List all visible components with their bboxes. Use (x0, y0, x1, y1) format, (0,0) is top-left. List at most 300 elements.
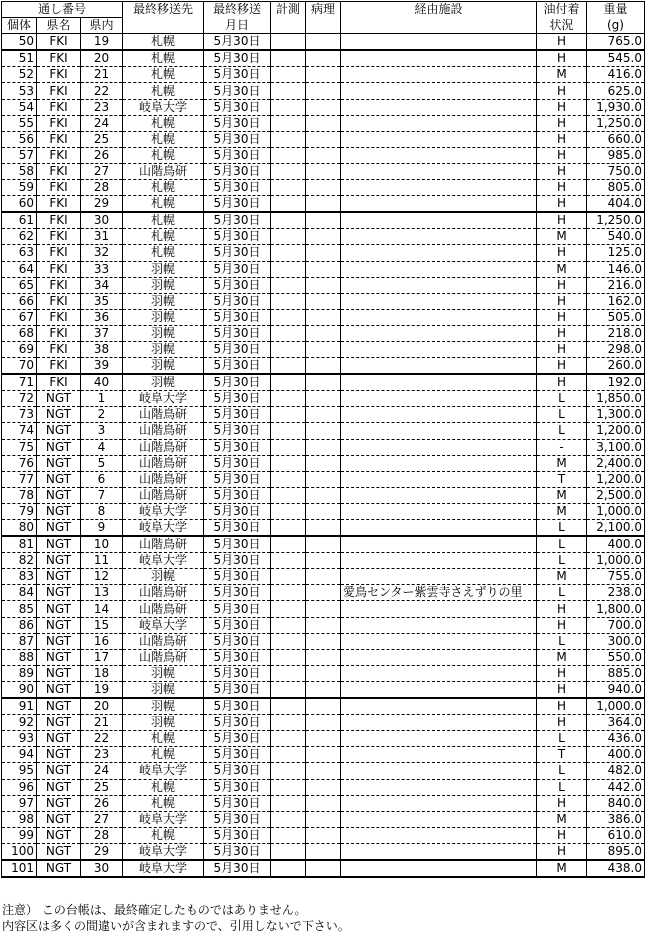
row-pathology (306, 536, 341, 553)
table-row (2, 245, 645, 261)
row-date: 5月30日 (204, 487, 271, 503)
row-in-pref: 20 (81, 698, 123, 715)
row-facility (341, 34, 537, 51)
row-prefecture: NGT (37, 779, 81, 795)
row-date: 5月30日 (204, 649, 271, 665)
row-date: 5月30日 (204, 407, 271, 423)
row-pathology (306, 649, 341, 665)
row-destination: 山階鳥研 (123, 633, 204, 649)
row-date: 5月30日 (204, 471, 271, 487)
row-individual: 51 (2, 50, 37, 67)
row-prefecture: NGT (37, 487, 81, 503)
row-prefecture: FKI (37, 34, 81, 51)
row-weight: 840.0 (587, 795, 645, 811)
row-individual: 87 (2, 633, 37, 649)
table-row (2, 374, 645, 391)
table-row (2, 536, 645, 553)
row-pathology (306, 50, 341, 67)
row-individual: 78 (2, 487, 37, 503)
row-pathology (306, 731, 341, 747)
table-row (2, 147, 645, 163)
row-measure (271, 34, 306, 51)
row-measure (271, 731, 306, 747)
row-prefecture: NGT (37, 860, 81, 877)
row-weight: 1,800.0 (587, 601, 645, 617)
row-destination: 札幌 (123, 50, 204, 67)
row-measure (271, 407, 306, 423)
row-destination: 岐阜大学 (123, 617, 204, 633)
header-oil: 油付着 (537, 2, 587, 18)
row-pathology (306, 860, 341, 877)
row-facility (341, 827, 537, 843)
row-facility (341, 115, 537, 131)
row-pathology (306, 147, 341, 163)
row-weight: 400.0 (587, 536, 645, 553)
table-row (2, 115, 645, 131)
row-weight: 416.0 (587, 67, 645, 83)
row-measure (271, 795, 306, 811)
row-weight: 238.0 (587, 585, 645, 601)
row-individual: 70 (2, 358, 37, 375)
row-date: 5月30日 (204, 617, 271, 633)
row-measure (271, 277, 306, 293)
table-row (2, 585, 645, 601)
header-destination: 最終移送先 (123, 2, 204, 18)
row-prefecture: NGT (37, 585, 81, 601)
row-pathology (306, 293, 341, 309)
row-facility (341, 520, 537, 537)
row-facility (341, 763, 537, 779)
row-measure (271, 439, 306, 455)
table-row (2, 439, 645, 455)
row-prefecture: FKI (37, 358, 81, 375)
row-oil-status: H (537, 115, 587, 131)
row-oil-status: H (537, 131, 587, 147)
row-weight: 146.0 (587, 261, 645, 277)
row-weight: 1,000.0 (587, 503, 645, 519)
row-date: 5月30日 (204, 67, 271, 83)
row-in-pref: 27 (81, 811, 123, 827)
row-prefecture: NGT (37, 681, 81, 698)
row-individual: 95 (2, 763, 37, 779)
row-individual: 88 (2, 649, 37, 665)
row-individual: 50 (2, 34, 37, 51)
table-row (2, 293, 645, 309)
row-destination: 札幌 (123, 245, 204, 261)
row-destination: 岐阜大学 (123, 503, 204, 519)
row-individual: 80 (2, 520, 37, 537)
row-measure (271, 455, 306, 471)
row-date: 5月30日 (204, 455, 271, 471)
row-individual: 98 (2, 811, 37, 827)
row-date: 5月30日 (204, 131, 271, 147)
row-measure (271, 633, 306, 649)
row-measure (271, 747, 306, 763)
row-in-pref: 22 (81, 83, 123, 99)
row-date: 5月30日 (204, 83, 271, 99)
row-oil-status: L (537, 553, 587, 569)
row-weight: 2,100.0 (587, 520, 645, 537)
row-destination: 札幌 (123, 34, 204, 51)
row-date: 5月30日 (204, 843, 271, 860)
row-individual: 89 (2, 665, 37, 681)
row-pathology (306, 747, 341, 763)
row-oil-status: H (537, 843, 587, 860)
row-measure (271, 358, 306, 375)
row-individual: 60 (2, 196, 37, 213)
row-individual: 82 (2, 553, 37, 569)
row-oil-status: H (537, 325, 587, 341)
row-measure (271, 131, 306, 147)
row-destination: 岐阜大学 (123, 763, 204, 779)
row-in-pref: 16 (81, 633, 123, 649)
row-prefecture: FKI (37, 180, 81, 196)
row-oil-status: M (537, 487, 587, 503)
row-facility (341, 180, 537, 196)
row-pathology (306, 439, 341, 455)
row-weight: 125.0 (587, 245, 645, 261)
row-pathology (306, 99, 341, 115)
row-pathology (306, 520, 341, 537)
row-date: 5月30日 (204, 196, 271, 213)
row-measure (271, 309, 306, 325)
row-in-pref: 12 (81, 569, 123, 585)
row-prefecture: FKI (37, 99, 81, 115)
row-prefecture: NGT (37, 423, 81, 439)
row-facility (341, 83, 537, 99)
row-in-pref: 3 (81, 423, 123, 439)
row-date: 5月30日 (204, 309, 271, 325)
row-destination: 札幌 (123, 731, 204, 747)
row-destination: 札幌 (123, 67, 204, 83)
row-measure (271, 503, 306, 519)
row-in-pref: 20 (81, 50, 123, 67)
row-facility (341, 471, 537, 487)
row-pathology (306, 196, 341, 213)
row-destination: 岐阜大学 (123, 811, 204, 827)
row-date: 5月30日 (204, 391, 271, 407)
row-destination: 山階鳥研 (123, 601, 204, 617)
row-individual: 86 (2, 617, 37, 633)
row-facility (341, 423, 537, 439)
row-prefecture: FKI (37, 83, 81, 99)
note-line: 内容区は多くの間違いが含まれますので、引用しないで下さい。 (2, 919, 350, 933)
row-weight: 260.0 (587, 358, 645, 375)
row-oil-status: T (537, 747, 587, 763)
row-destination: 羽幌 (123, 569, 204, 585)
table-row (2, 811, 645, 827)
table-row (2, 358, 645, 375)
row-pathology (306, 180, 341, 196)
row-measure (271, 520, 306, 537)
row-in-pref: 24 (81, 115, 123, 131)
row-individual: 83 (2, 569, 37, 585)
row-oil-status: H (537, 34, 587, 51)
row-prefecture: FKI (37, 67, 81, 83)
row-date: 5月30日 (204, 163, 271, 179)
row-facility (341, 487, 537, 503)
row-destination: 岐阜大学 (123, 391, 204, 407)
row-prefecture: NGT (37, 617, 81, 633)
table-row (2, 34, 645, 51)
row-individual: 75 (2, 439, 37, 455)
row-prefecture: NGT (37, 747, 81, 763)
specimen-ledger-table (1, 1, 645, 878)
row-facility (341, 261, 537, 277)
row-oil-status: M (537, 503, 587, 519)
table-row (2, 212, 645, 229)
row-facility (341, 698, 537, 715)
row-facility (341, 665, 537, 681)
row-weight: 985.0 (587, 147, 645, 163)
header-individual: 個体 (2, 18, 37, 34)
row-measure (271, 196, 306, 213)
row-prefecture: NGT (37, 649, 81, 665)
row-destination: 羽幌 (123, 277, 204, 293)
row-oil-status: L (537, 423, 587, 439)
row-destination: 羽幌 (123, 665, 204, 681)
row-in-pref: 13 (81, 585, 123, 601)
row-measure (271, 487, 306, 503)
row-pathology (306, 455, 341, 471)
row-in-pref: 35 (81, 293, 123, 309)
row-destination: 札幌 (123, 827, 204, 843)
row-destination: 札幌 (123, 83, 204, 99)
row-weight: 610.0 (587, 827, 645, 843)
row-oil-status: H (537, 147, 587, 163)
row-oil-status: M (537, 261, 587, 277)
row-weight: 895.0 (587, 843, 645, 860)
row-measure (271, 293, 306, 309)
row-oil-status: T (537, 471, 587, 487)
header-facility: 経由施設 (341, 2, 537, 18)
row-pathology (306, 212, 341, 229)
row-pathology (306, 843, 341, 860)
row-individual: 61 (2, 212, 37, 229)
row-facility (341, 325, 537, 341)
row-in-pref: 7 (81, 487, 123, 503)
row-in-pref: 25 (81, 779, 123, 795)
row-prefecture: NGT (37, 811, 81, 827)
header-date: 月日 (204, 18, 271, 34)
row-weight: 1,850.0 (587, 391, 645, 407)
row-date: 5月30日 (204, 715, 271, 731)
row-pathology (306, 277, 341, 293)
row-measure (271, 374, 306, 391)
row-destination: 羽幌 (123, 341, 204, 357)
row-destination: 山階鳥研 (123, 471, 204, 487)
row-pathology (306, 245, 341, 261)
row-date: 5月30日 (204, 553, 271, 569)
row-destination: 山階鳥研 (123, 423, 204, 439)
row-facility (341, 293, 537, 309)
row-weight: 218.0 (587, 325, 645, 341)
row-prefecture: FKI (37, 341, 81, 357)
row-date: 5月30日 (204, 860, 271, 877)
row-pathology (306, 601, 341, 617)
row-facility (341, 553, 537, 569)
row-facility (341, 277, 537, 293)
row-in-pref: 5 (81, 455, 123, 471)
row-pathology (306, 407, 341, 423)
row-measure (271, 585, 306, 601)
row-prefecture: FKI (37, 293, 81, 309)
header-oil-status: 状況 (537, 18, 587, 34)
table-row (2, 229, 645, 245)
row-destination: 札幌 (123, 180, 204, 196)
row-facility (341, 245, 537, 261)
row-destination: 札幌 (123, 779, 204, 795)
row-weight: 1,250.0 (587, 212, 645, 229)
row-in-pref: 25 (81, 131, 123, 147)
table-row (2, 180, 645, 196)
row-date: 5月30日 (204, 34, 271, 51)
row-measure (271, 681, 306, 698)
row-weight: 1,250.0 (587, 115, 645, 131)
row-individual: 57 (2, 147, 37, 163)
row-facility (341, 358, 537, 375)
row-individual: 71 (2, 374, 37, 391)
row-facility (341, 309, 537, 325)
row-oil-status: H (537, 665, 587, 681)
row-measure (271, 553, 306, 569)
row-pathology (306, 131, 341, 147)
row-oil-status: L (537, 407, 587, 423)
row-pathology (306, 487, 341, 503)
row-weight: 885.0 (587, 665, 645, 681)
header-measure-sub (271, 18, 306, 34)
row-facility (341, 391, 537, 407)
row-measure (271, 163, 306, 179)
row-weight: 482.0 (587, 763, 645, 779)
table-row (2, 553, 645, 569)
row-oil-status: L (537, 391, 587, 407)
row-prefecture: NGT (37, 455, 81, 471)
row-date: 5月30日 (204, 439, 271, 455)
row-individual: 72 (2, 391, 37, 407)
row-weight: 300.0 (587, 633, 645, 649)
row-oil-status: H (537, 163, 587, 179)
row-date: 5月30日 (204, 325, 271, 341)
row-date: 5月30日 (204, 698, 271, 715)
row-destination: 岐阜大学 (123, 520, 204, 537)
row-facility (341, 569, 537, 585)
row-date: 5月30日 (204, 358, 271, 375)
row-individual: 92 (2, 715, 37, 731)
table-row (2, 131, 645, 147)
row-weight: 755.0 (587, 569, 645, 585)
row-in-pref: 27 (81, 163, 123, 179)
row-date: 5月30日 (204, 779, 271, 795)
row-weight: 442.0 (587, 779, 645, 795)
row-in-pref: 23 (81, 747, 123, 763)
table-row (2, 83, 645, 99)
table-row (2, 763, 645, 779)
row-weight: 700.0 (587, 617, 645, 633)
row-facility (341, 795, 537, 811)
row-in-pref: 30 (81, 212, 123, 229)
row-measure (271, 325, 306, 341)
row-individual: 69 (2, 341, 37, 357)
row-weight: 505.0 (587, 309, 645, 325)
row-in-pref: 38 (81, 341, 123, 357)
table-row (2, 423, 645, 439)
row-in-pref: 29 (81, 843, 123, 860)
row-in-pref: 37 (81, 325, 123, 341)
row-oil-status: L (537, 779, 587, 795)
row-weight: 400.0 (587, 747, 645, 763)
row-destination: 札幌 (123, 229, 204, 245)
row-in-pref: 9 (81, 520, 123, 537)
row-individual: 79 (2, 503, 37, 519)
row-in-pref: 36 (81, 309, 123, 325)
row-pathology (306, 309, 341, 325)
row-facility (341, 131, 537, 147)
row-facility (341, 229, 537, 245)
row-prefecture: NGT (37, 553, 81, 569)
row-destination: 山階鳥研 (123, 585, 204, 601)
row-date: 5月30日 (204, 245, 271, 261)
row-oil-status: L (537, 536, 587, 553)
table-row (2, 649, 645, 665)
row-destination: 羽幌 (123, 261, 204, 277)
table-row (2, 487, 645, 503)
row-weight: 940.0 (587, 681, 645, 698)
row-oil-status: H (537, 245, 587, 261)
row-facility (341, 196, 537, 213)
row-prefecture: NGT (37, 569, 81, 585)
row-weight: 3,100.0 (587, 439, 645, 455)
row-in-pref: 17 (81, 649, 123, 665)
row-date: 5月30日 (204, 585, 271, 601)
row-prefecture: NGT (37, 843, 81, 860)
row-prefecture: NGT (37, 763, 81, 779)
row-measure (271, 115, 306, 131)
row-individual: 100 (2, 843, 37, 860)
row-oil-status: M (537, 649, 587, 665)
row-individual: 91 (2, 698, 37, 715)
row-in-pref: 6 (81, 471, 123, 487)
row-destination: 羽幌 (123, 715, 204, 731)
row-facility (341, 731, 537, 747)
row-individual: 64 (2, 261, 37, 277)
row-pathology (306, 569, 341, 585)
row-facility (341, 163, 537, 179)
row-facility (341, 341, 537, 357)
row-facility (341, 536, 537, 553)
row-oil-status: H (537, 83, 587, 99)
table-row (2, 601, 645, 617)
row-weight: 660.0 (587, 131, 645, 147)
row-date: 5月30日 (204, 827, 271, 843)
ledger-body (2, 34, 645, 877)
row-date: 5月30日 (204, 277, 271, 293)
row-individual: 84 (2, 585, 37, 601)
row-measure (271, 811, 306, 827)
table-row (2, 471, 645, 487)
row-oil-status: H (537, 309, 587, 325)
row-destination: 岐阜大学 (123, 553, 204, 569)
row-facility (341, 843, 537, 860)
row-pathology (306, 358, 341, 375)
header-weight: 重量 (587, 2, 645, 18)
row-pathology (306, 423, 341, 439)
row-facility (341, 147, 537, 163)
row-date: 5月30日 (204, 731, 271, 747)
row-prefecture: NGT (37, 503, 81, 519)
row-facility (341, 212, 537, 229)
row-pathology (306, 681, 341, 698)
